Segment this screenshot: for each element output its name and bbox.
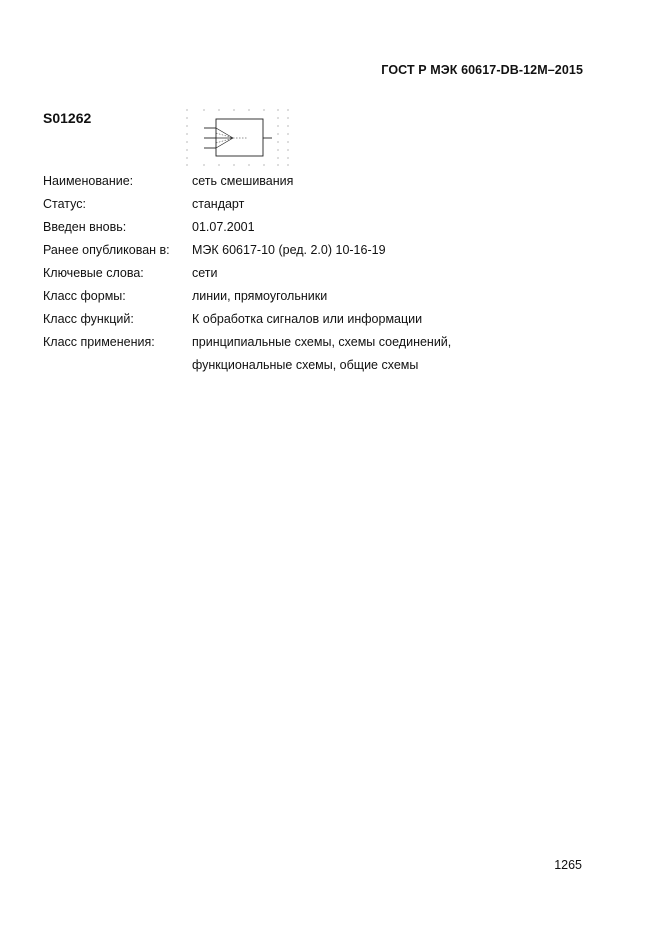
field-value: стандарт xyxy=(192,197,245,211)
field-value: сеть смешивания xyxy=(192,174,294,188)
field-label: Класс применения: xyxy=(43,335,155,349)
page-number: 1265 xyxy=(554,858,582,872)
field-value: линии, прямоугольники xyxy=(192,289,328,303)
field-value: К обработка сигналов или информации xyxy=(192,312,423,326)
field-label: Ранее опубликован в: xyxy=(43,243,170,257)
field-value: сети xyxy=(192,266,218,280)
symbol-code: S01262 xyxy=(43,110,92,126)
field-value: 01.07.2001 xyxy=(192,220,255,234)
field-value: МЭК 60617-10 (ред. 2.0) 10-16-19 xyxy=(192,243,386,257)
document-header: ГОСТ Р МЭК 60617-DB-12M–2015 xyxy=(381,63,583,77)
field-label: Наименование: xyxy=(43,174,134,188)
mixing-network-symbol-icon xyxy=(184,106,294,168)
field-label: Класс функций: xyxy=(43,312,134,326)
field-label: Введен вновь: xyxy=(43,220,127,234)
field-label: Класс формы: xyxy=(43,289,126,303)
field-value: функциональные схемы, общие схемы xyxy=(192,358,419,372)
field-label: Статус: xyxy=(43,197,86,211)
field-label: Ключевые слова: xyxy=(43,266,144,280)
field-value: принципиальные схемы, схемы соединений, xyxy=(192,335,452,349)
